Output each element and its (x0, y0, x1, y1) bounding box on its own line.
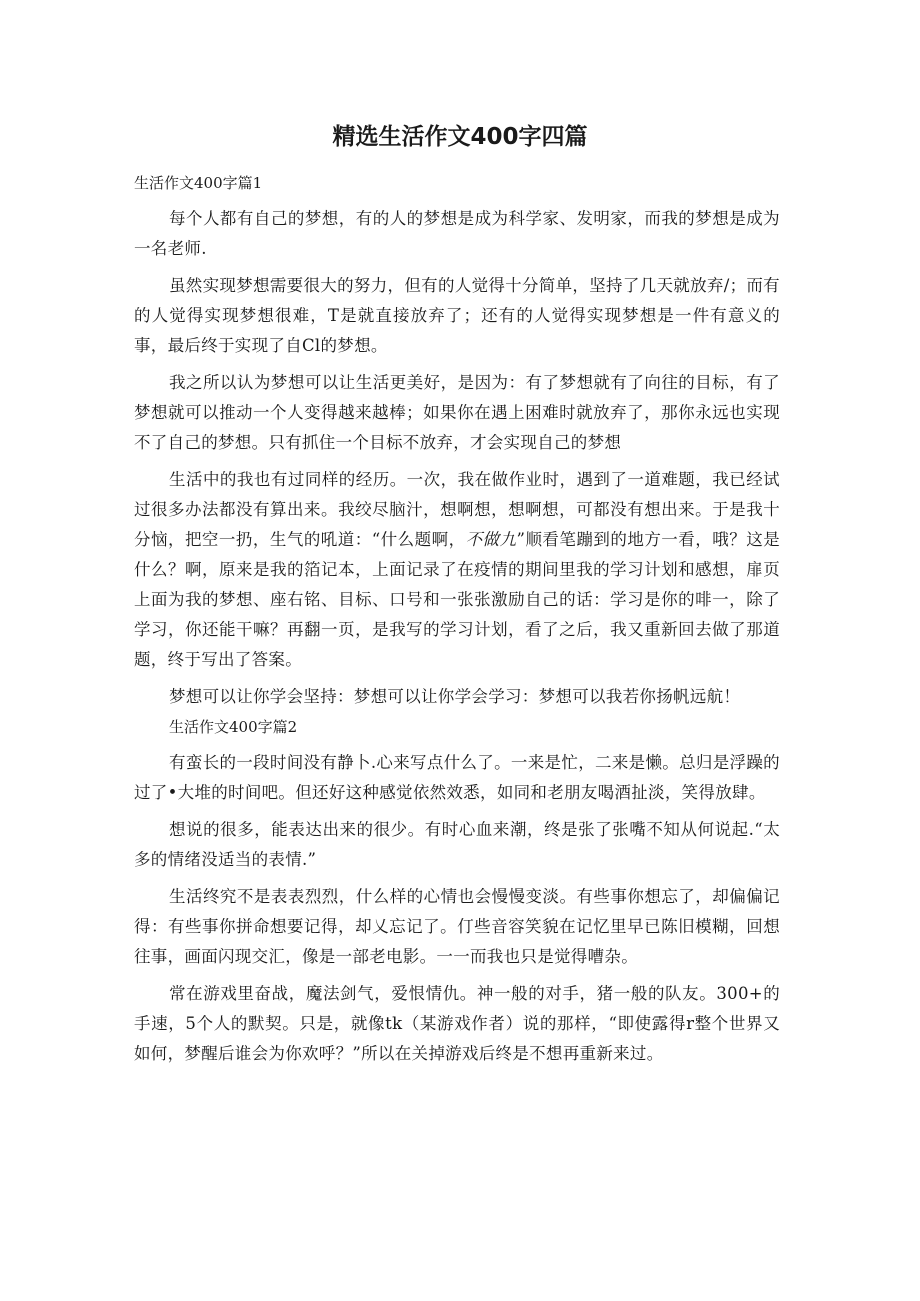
paragraph: 想说的很多，能表达出来的很少。有时心血来潮，终是张了张嘴不知从何说起.“太多的情绪没适当的表情.” (134, 820, 780, 869)
document-title: 精选生活作文400字四篇 (332, 124, 588, 150)
paragraph-text: ”顺看笔蹦到的地方一看，哦？这是什么？啊，原来是我的箔记本，上面记录了在疫情的期间里我的学习计划和感想，扉页上面为我的梦想、座右铭、目标、口号和一张张激励自己的话：学习是你的啡一，除了学习，你还能干嘛？再翻一页，是我写的学习计划，看了之后，我又重新回去做了那道题，终于写出了答案。 (134, 530, 780, 669)
paragraph: 我之所以认为梦想可以让生活更美好，是因为：有了梦想就有了向往的目标，有了梦想就可以推动一个人变得越来越棒；如果你在遇上困难时就放弃了，那你永远也实现不了自己的梦想。只有抓住一个目标不放弃，才会实现自己的梦想 (134, 373, 780, 452)
section-heading-1: 生活作文400字篇1 (134, 174, 263, 192)
paragraph: 梦想可以让你学会坚持：梦想可以让你学会学习：梦想可以我若你扬帆远航！ (169, 687, 741, 706)
paragraph: 生活终究不是表表烈烈，什么样的心情也会慢慢变淡。有些事你想忘了，却偏偏记得：有些事你拼命想要记得，却乂忘记了。仃些音容笑貌在记忆里早已陈旧模糊，回想往事，画面闪现交汇，像是一部老电影。一一而我也只是觉得嘈杂。 (134, 887, 780, 966)
paragraph: 有蛮长的一段时间没有静卜.心来写点什么了。一来是忙，二来是懒。总归是浮躁的过了•大堆的时间吧。但还好这种感觉依然效悉，如同和老朋友喝酒扯淡，笑得放肆。 (134, 753, 780, 802)
paragraph: 虽然实现梦想需要很大的努力，但有的人觉得十分简单，坚持了几天就放弃/；而有的人觉得实现梦想很难，T是就直接放弃了；还有的人觉得实现梦想是一件有意义的事，最后终于实现了自Cl的梦想。 (134, 276, 780, 355)
paragraph: 每个人都有自己的梦想，有的人的梦想是成为科学家、发明家，而我的梦想是成为一名老师. (134, 209, 780, 258)
paragraph-text: 生活中的我也有过同样的经历。一次，我在做作业时，遇到了一道难题，我已经试过很多办法都没有算出来。我绞尽脑汁，想啊想，想啊想，可都没有想出来。于是我十分恼，把空一扔，生气的吼道：“什么题啊， (134, 470, 780, 549)
section-heading-2: 生活作文400字篇2 (169, 718, 298, 736)
paragraph-italic-text: 不做九 (465, 530, 517, 549)
paragraph: 常在游戏里奋战，魔法剑气，爱恨情仇。神一般的对手，猪一般的队友。300+的手速，5个人的默契。只是，就像tk（某游戏作者）说的那样，“即使露得r整个世界又如何，梦醒后谁会为你欢呼？”所以在关掉游戏后终是不想再重新来过。 (134, 984, 780, 1063)
document-body (134, 168, 780, 1069)
paragraph (134, 465, 780, 675)
